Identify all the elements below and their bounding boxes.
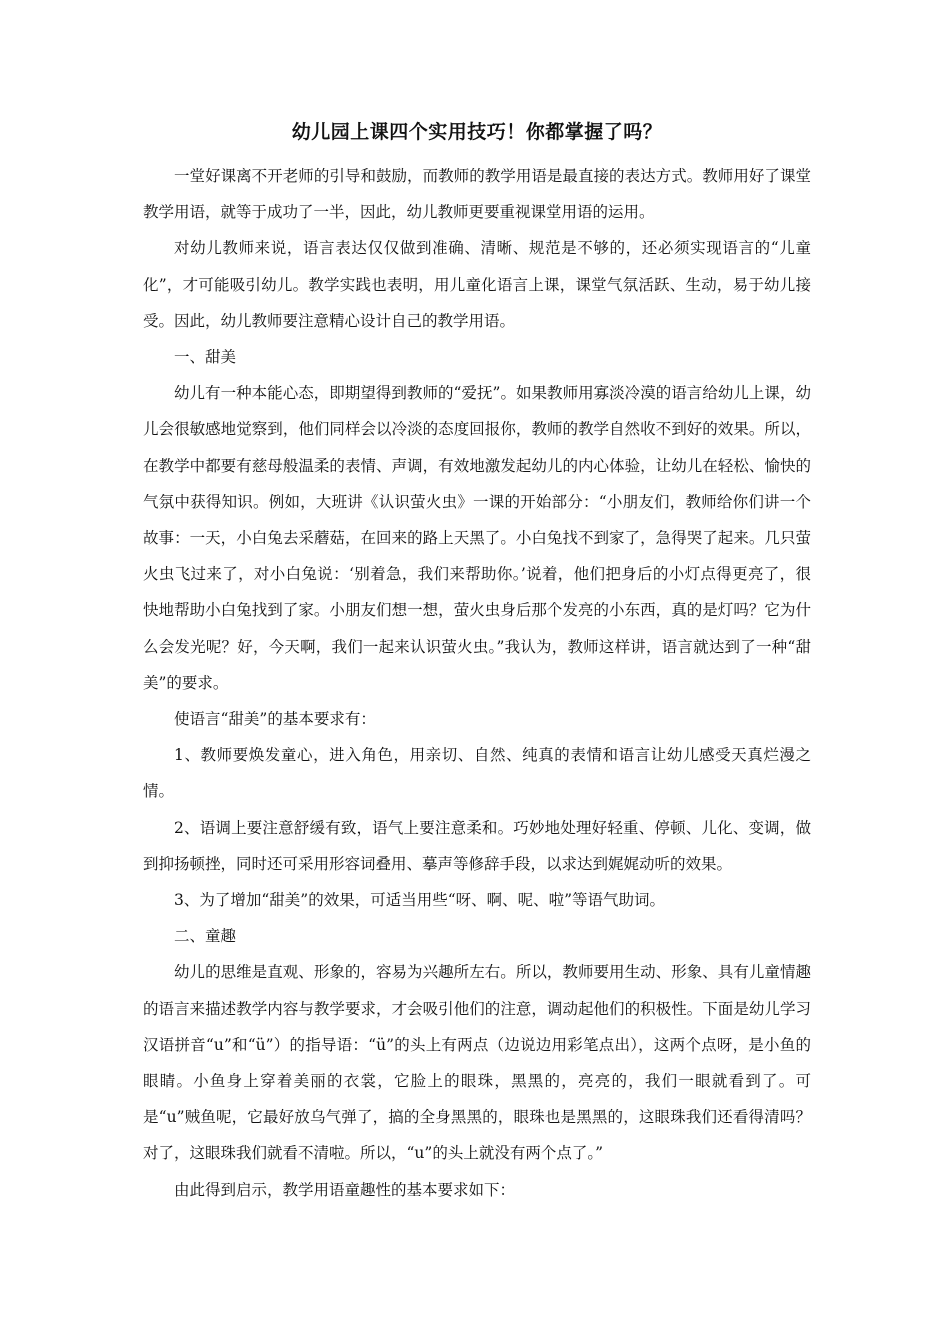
document-page (143, 112, 811, 1208)
paragraph-intro-1: 一堂好课离不开老师的引导和鼓励，而教师的教学用语是最直接的表达方式。教师用好了课堂教学用语，就等于成功了一半，因此，幼儿教师更要重视课堂用语的运用。 (143, 167, 811, 222)
paragraph-fun-conclusion: 由此得到启示，教学用语童趣性的基本要求如下： (174, 1180, 516, 1199)
paragraph-sweet-requirements: 使语言“甜美”的基本要求有： (174, 710, 376, 729)
list-item-2: 2、语调上要注意舒缓有致，语气上要注意柔和。巧妙地处理好轻重、停顿、儿化、变调，做到抑扬顿挫，同时还可采用形容词叠用、摹声等修辞手段，以求达到娓娓动听的效果。 (143, 818, 811, 873)
list-item-3: 3、为了增加“甜美”的效果，可适当用些“呀、啊、呢、啦”等语气助词。 (174, 891, 666, 910)
list-item-1: 1、教师要焕发童心，进入角色，用亲切、自然、纯真的表情和语言让幼儿感受天真烂漫之情。 (143, 746, 811, 801)
paragraph-fun-body: 幼儿的思维是直观、形象的，容易为兴趣所左右。所以，教师要用生动、形象、具有儿童情趣的语言来描述教学内容与教学要求，才会吸引他们的注意，调动起他们的积极性。下面是幼儿学习汉语拼音“u”和“ü”）的指导语：“ü”的头上有两点（边说边用彩笔点出），这两个点呀，是小鱼的眼睛。小鱼身上穿着美丽的衣裳，它脸上的眼珠，黑黑的，亮亮的，我们一眼就看到了。可是“u”贼鱼呢，它最好放乌气弹了，搞的全身黑黑的，眼珠也是黑黑的，这眼珠我们还看得清吗？对了，这眼珠我们就看不清啦。所以，“u”的头上就没有两个点了。” (143, 963, 811, 1163)
section-heading-fun: 二、童趣 (174, 927, 237, 946)
document-title: 幼儿园上课四个实用技巧！你都掌握了吗？ (291, 121, 663, 143)
paragraph-sweet-body: 幼儿有一种本能心态，即期望得到教师的“爱抚”。如果教师用寡淡冷漠的语言给幼儿上课，幼儿会很敏感地觉察到，他们同样会以冷淡的态度回报你，教师的教学自然收不到好的效果。所以，在教学中都要有慈母般温柔的表情、声调，有效地激发起幼儿的内心体验，让幼儿在轻松、愉快的气氛中获得知识。例如，大班讲《认识萤火虫》一课的开始部分：“小朋友们，教师给你们讲一个故事：一天，小白兔去采蘑菇，在回来的路上天黑了。小白兔找不到家了，急得哭了起来。几只萤火虫飞过来了，对小白兔说：‘别着急，我们来帮助你。’说着，他们把身后的小灯点得更亮了，很快地帮助小白兔找到了家。小朋友们想一想，萤火虫身后那个发亮的小东西，真的是灯吗？它为什么会发光呢？好，今天啊，我们一起来认识萤火虫。”我认为，教师这样讲，语言就达到了一种“甜美”的要求。 (143, 384, 811, 692)
paragraph-intro-2: 对幼儿教师来说，语言表达仅仅做到准确、清晰、规范是不够的，还必须实现语言的“儿童化”，才可能吸引幼儿。教学实践也表明，用儿童化语言上课，课堂气氛活跃、生动，易于幼儿接受。因此，幼儿教师要注意精心设计自己的教学用语。 (143, 239, 811, 330)
section-heading-sweet: 一、甜美 (174, 348, 237, 367)
document-body (143, 158, 811, 1208)
